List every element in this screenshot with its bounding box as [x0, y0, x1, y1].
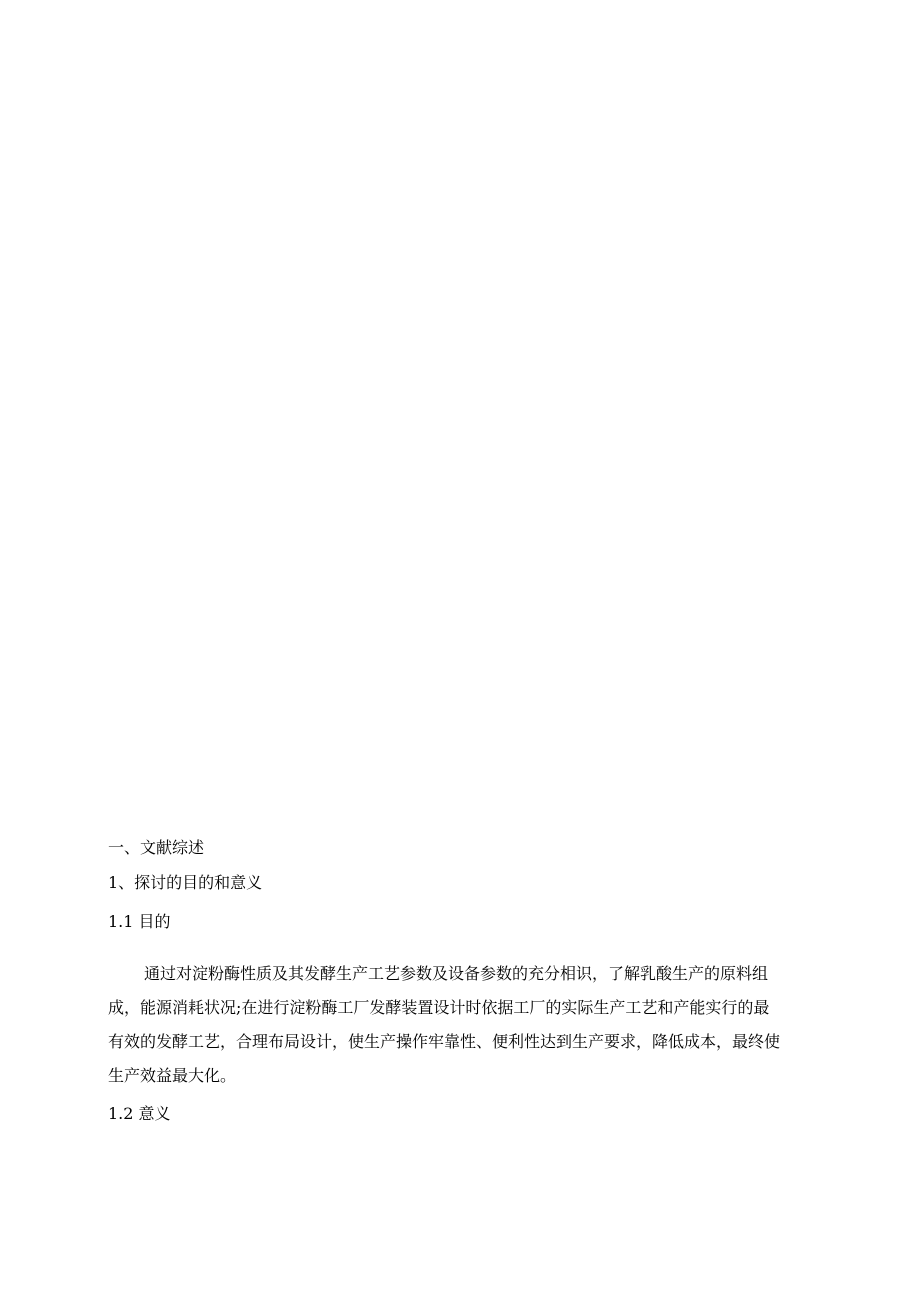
subsection-heading: 1、探讨的目的和意义	[108, 873, 263, 892]
paragraph-line: 成，能源消耗状况;在进行淀粉酶工厂发酵装置设计时依据工厂的实际生产工艺和产能实行的最	[108, 998, 770, 1017]
meaning-heading: 1.2 意义	[108, 1104, 171, 1123]
section-heading: 一、文献综述	[108, 838, 205, 857]
paragraph-line: 有效的发酵工艺，合理布局设计，使生产操作牢靠性、便利性达到生产要求，降低成本，最终使	[108, 1032, 781, 1051]
paragraph-line: 通过对淀粉酶性质及其发酵生产工艺参数及设备参数的充分相识，了解乳酸生产的原料组	[144, 964, 769, 983]
purpose-heading: 1.1 目的	[108, 912, 171, 931]
paragraph-line: 生产效益最大化。	[108, 1066, 237, 1085]
purpose-paragraph	[108, 957, 820, 1093]
